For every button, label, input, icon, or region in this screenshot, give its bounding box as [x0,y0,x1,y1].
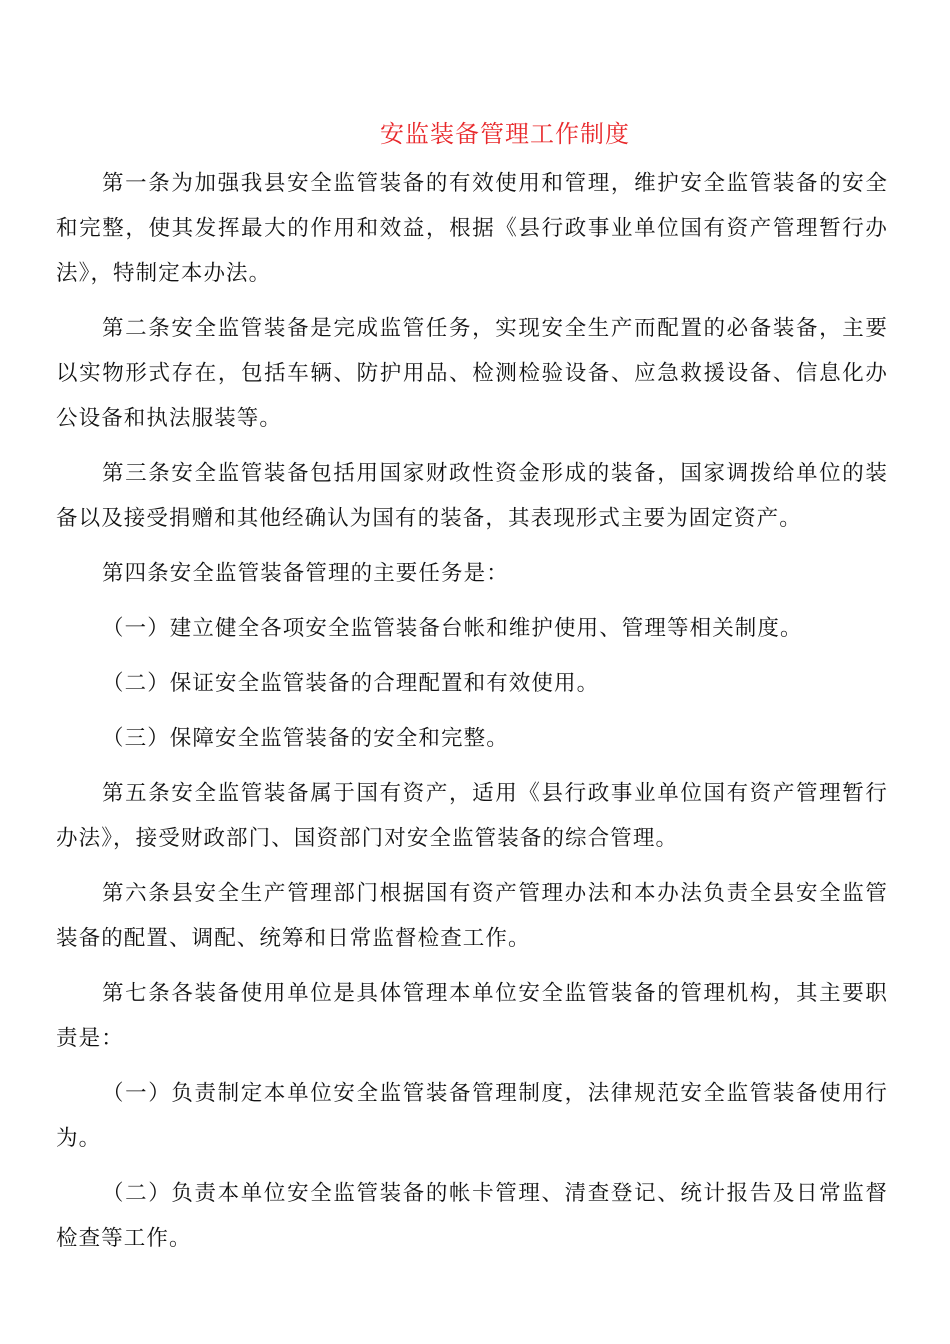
paragraph-article-4-item-2: （二）保证安全监管装备的合理配置和有效使用。 [102,671,600,696]
document-title: 安监装备管理工作制度 [380,120,630,148]
paragraph-article-4: 第四条安全监管装备管理的主要任务是： [102,561,509,586]
paragraph-article-1: 第一条为加强我县安全监管装备的有效使用和管理，维护安全监管装备的安全和完整，使其发挥最大的作用和效益，根据《县行政事业单位国有资产管理暂行办法》，特制定本办法。 [56,171,888,286]
paragraph-article-3: 第三条安全监管装备包括用国家财政性资金形成的装备，国家调拨给单位的装备以及接受捐赠和其他经确认为国有的装备，其表现形式主要为固定资产。 [56,461,888,531]
paragraph-article-2: 第二条安全监管装备是完成监管任务，实现安全生产而配置的必备装备，主要以实物形式存在，包括车辆、防护用品、检测检验设备、应急救援设备、信息化办公设备和执法服装等。 [56,316,888,431]
document-body [56,161,888,1271]
paragraph-article-7: 第七条各装备使用单位是具体管理本单位安全监管装备的管理机构，其主要职责是： [56,981,888,1051]
paragraph-article-7-item-2: （二）负责本单位安全监管装备的帐卡管理、清查登记、统计报告及日常监督检查等工作。 [56,1181,888,1251]
paragraph-article-6: 第六条县安全生产管理部门根据国有资产管理办法和本办法负责全县安全监管装备的配置、调配、统筹和日常监督检查工作。 [56,881,888,951]
paragraph-article-4-item-3: （三）保障安全监管装备的安全和完整。 [102,726,509,751]
paragraph-article-4-item-1: （一）建立健全各项安全监管装备台帐和维护使用、管理等相关制度。 [102,616,803,641]
paragraph-article-7-item-1: （一）负责制定本单位安全监管装备管理制度，法律规范安全监管装备使用行为。 [56,1081,888,1151]
paragraph-article-5: 第五条安全监管装备属于国有资产，适用《县行政事业单位国有资产管理暂行办法》，接受财政部门、国资部门对安全监管装备的综合管理。 [56,781,888,851]
